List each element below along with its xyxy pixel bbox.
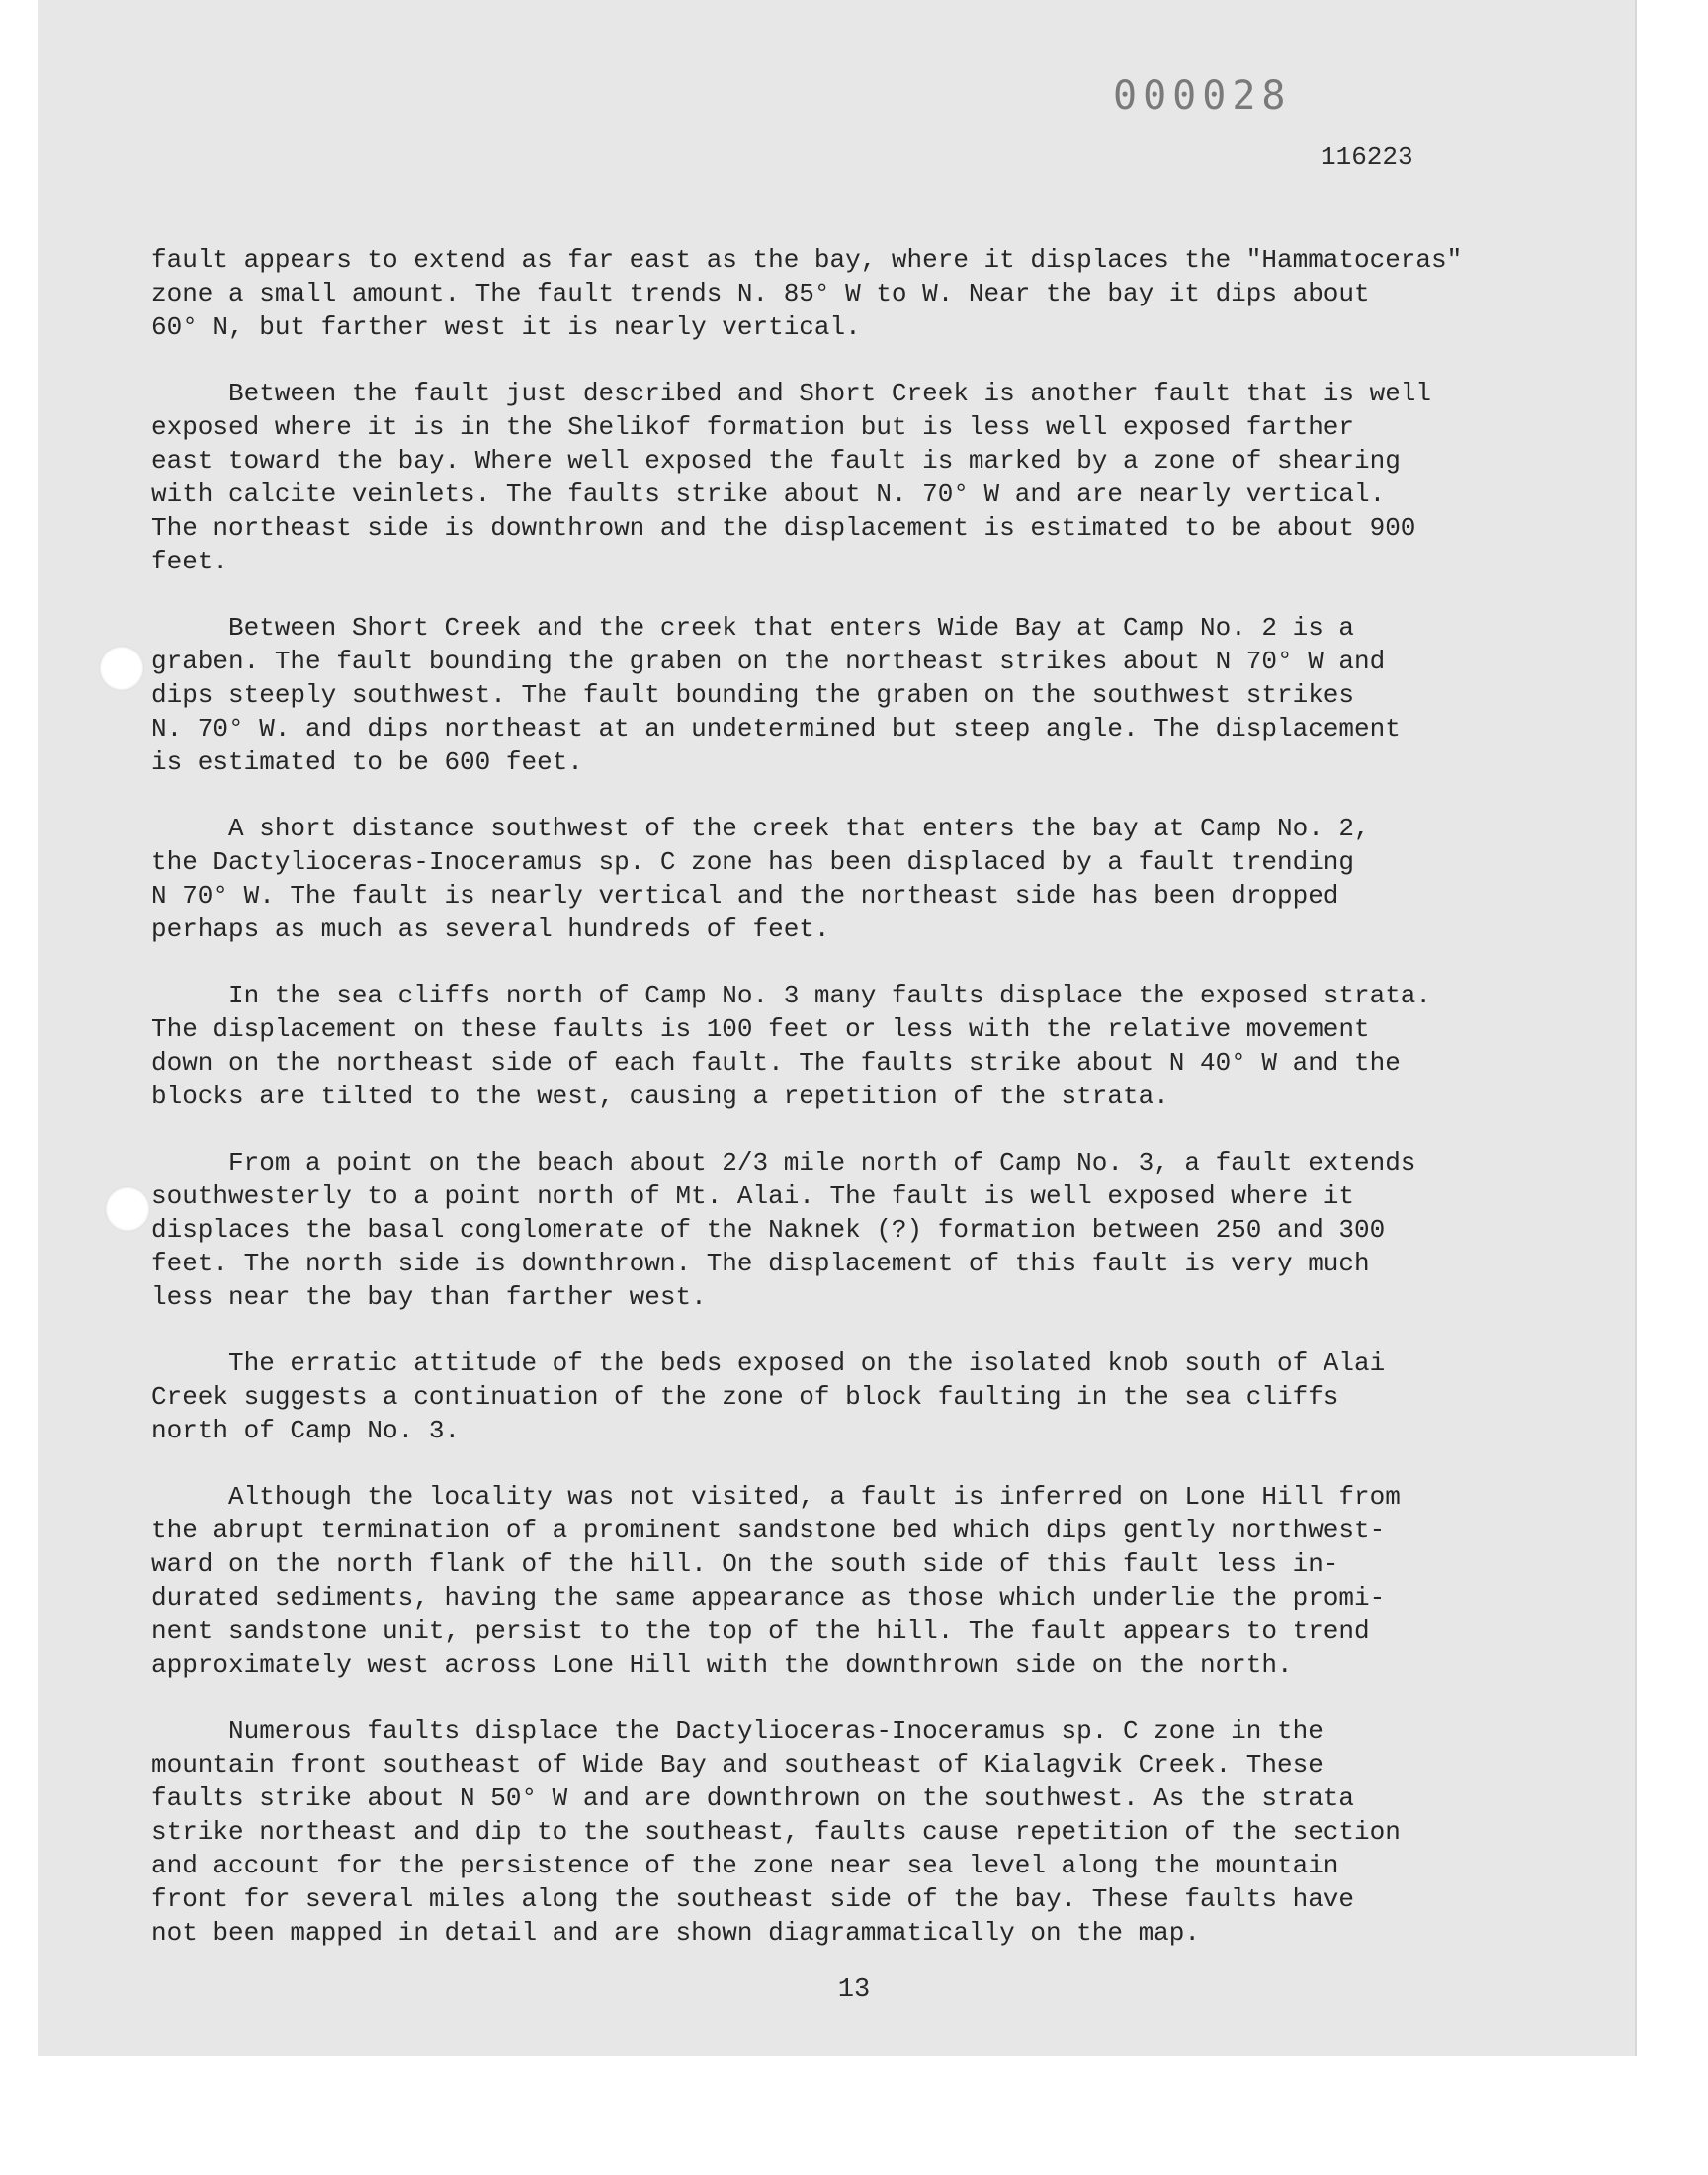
punch-hole-icon xyxy=(99,646,144,691)
page-number: 13 xyxy=(837,1975,871,2005)
paragraph: In the sea cliffs north of Camp No. 3 many faults displace the exposed strata. The displacement on these faults is 100 feet or less with the relative movement down on the northeast side of each fault. The faults strike about N 40° W and the blocks are tilted to the west, causing a repetition of the strata. xyxy=(151,981,1432,1111)
paragraph: A short distance southwest of the creek that enters the bay at Camp No. 2, the Dactylioceras-Inoceramus sp. C zone has been displaced by a fault trending N 70° W. The fault is nearly vertical and the northeast side has been dropped perhaps as much as several hundreds of feet. xyxy=(151,814,1370,944)
paragraph: Although the locality was not visited, a fault is inferred on Lone Hill from the abrupt termination of a prominent sandstone bed which dips gently northwest- ward on the north flank of the hill. On the south side of this fault less in- durated sediments, having the same appearance as those which underlie the promi- nent sandstone unit, persist to the top of the hill. The fault appears to trend approximately west across Lone Hill with the downthrown side on the north. xyxy=(151,1482,1401,1680)
paragraph: Between the fault just described and Short Creek is another fault that is well exposed where it is in the Shelikof formation but is less well exposed farther east toward the bay. Where well exposed the fault is marked by a zone of shearing with calcite veinlets. The faults strike about N. 70° W and are nearly vertical. The northeast side is downthrown and the displacement is estimated to be about 900 feet. xyxy=(151,379,1432,576)
paragraph: Between Short Creek and the creek that enters Wide Bay at Camp No. 2 is a graben. The fault bounding the graben on the northeast strikes about N 70° W and dips steeply southwest. The fault bounding the graben on the southwest strikes N. 70° W. and dips northeast at an undetermined but steep angle. The displacement is estimated to be 600 feet. xyxy=(151,613,1401,777)
paragraph: Numerous faults displace the Dactylioceras-Inoceramus sp. C zone in the mountain front southeast of Wide Bay and southeast of Kialagvik Creek. These faults strike about N 50° W and are downthrown on the southwest. As the strata strike northeast and dip to the southeast, faults cause repetition of the section and account for the persistence of the zone near sea level along the mountain front for several miles along the southeast side of the bay. These faults have not been mapped in detail and are shown diagrammatically on the map. xyxy=(151,1716,1401,1948)
paragraph: From a point on the beach about 2/3 mile north of Camp No. 3, a fault extends southwesterly to a point north of Mt. Alai. The fault is well exposed where it displaces the basal conglomerate of the Naknek (?) formation between 250 and 300 feet. The north side is downthrown. The displacement of this fault is very much less near the bay than farther west. xyxy=(151,1148,1416,1312)
paragraph: The erratic attitude of the beds exposed on the isolated knob south of Alai Creek suggests a continuation of the zone of block faulting in the sea cliffs north of Camp No. 3. xyxy=(151,1348,1386,1445)
paragraph: fault appears to extend as far east as the bay, where it displaces the "Hammatoceras" zone a small amount. The fault trends N. 85° W to W. Near the bay it dips about 60° N, but farther west it is nearly vertical. xyxy=(151,245,1463,342)
stamp-number: 000028 xyxy=(1113,73,1292,119)
document-number: 116223 xyxy=(1321,142,1413,172)
punch-hole-icon xyxy=(105,1186,150,1232)
body-text xyxy=(151,243,1535,1982)
